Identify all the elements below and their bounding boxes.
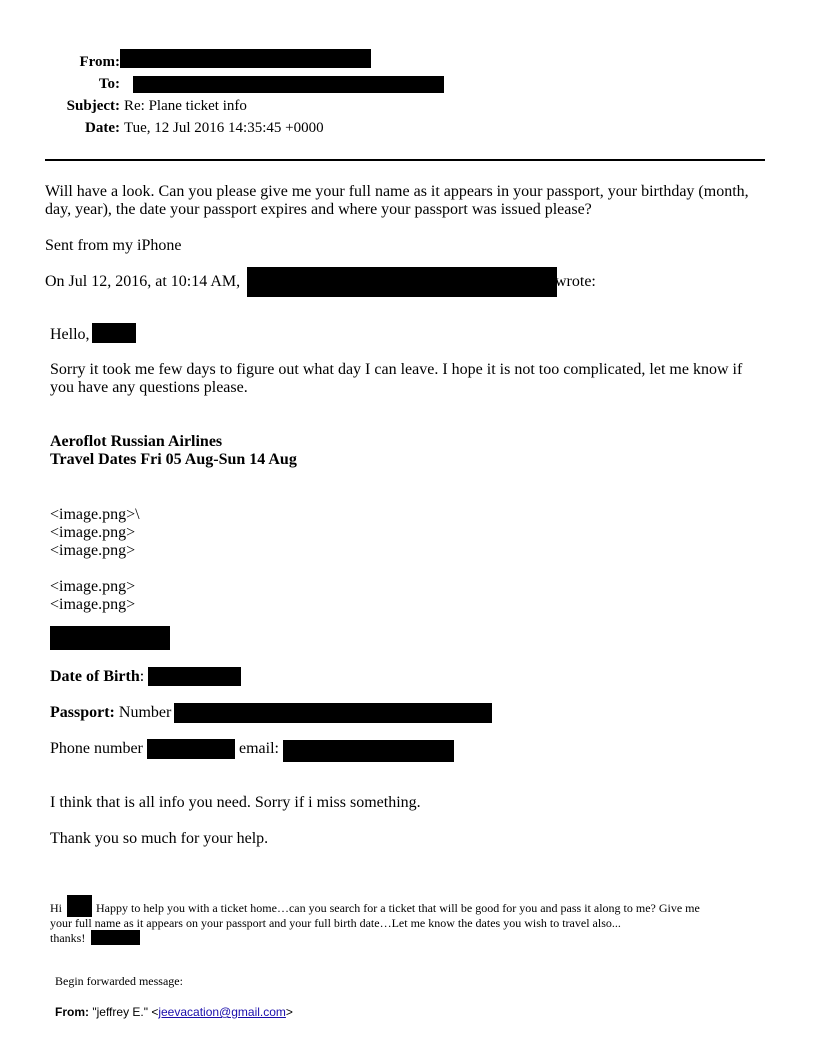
phone-label: Phone number	[50, 740, 143, 757]
redacted-email	[283, 740, 454, 762]
email-label: email:	[239, 740, 279, 757]
dob-label: Date of Birth	[50, 668, 140, 685]
quote-attribution-suffix: wrote:	[555, 273, 596, 290]
subject-value: Re: Plane ticket info	[124, 98, 247, 114]
quote-attribution-prefix: On Jul 12, 2016, at 10:14 AM,	[45, 273, 241, 290]
header-divider	[45, 159, 765, 161]
passport-line	[50, 704, 171, 722]
earlier-line-2: your full name as it appears on your passport and your full birth date…Let me know the dates you wish to travel also...	[50, 916, 621, 930]
closing-line-2: Thank you so much for your help.	[50, 830, 269, 847]
closing-line-1: I think that is all info you need. Sorry if i miss something.	[50, 794, 421, 811]
forward-from-label: From:	[55, 1005, 89, 1019]
earlier-thanks: thanks!	[50, 931, 86, 945]
from-label: From:	[79, 54, 120, 70]
date-value: Tue, 12 Jul 2016 14:35:45 +0000	[124, 120, 324, 136]
image-placeholder: <image.png>	[50, 524, 136, 541]
redacted-sender	[247, 267, 557, 297]
redacted-full-name	[50, 626, 170, 650]
reply-line-2: day, year), the date your passport expires and where your passport was issued please?	[45, 201, 592, 218]
forward-from-email-link[interactable]: jeevacation@gmail.com	[158, 1005, 286, 1019]
redacted-earlier-name	[67, 895, 92, 917]
earlier-line-1: Happy to help you with a ticket home…can you search for a ticket that will be good for you and pass it along to me? Give me	[96, 901, 700, 915]
greeting: Hello,	[50, 326, 90, 343]
image-placeholder: <image.png>	[50, 542, 136, 559]
quoted-para-line-2: you have any questions please.	[50, 379, 248, 396]
redacted-dob	[148, 667, 241, 686]
forward-from-line	[55, 1005, 293, 1019]
quoted-para-line-1: Sorry it took me few days to figure out what day I can leave. I hope it is not too complicated, let me know if	[50, 361, 743, 378]
redacted-name	[92, 323, 136, 343]
passport-label: Passport:	[50, 704, 115, 721]
airline-name: Aeroflot Russian Airlines	[50, 433, 223, 450]
image-placeholder: <image.png>\	[50, 506, 140, 523]
redacted-earlier-signoff	[91, 930, 140, 945]
travel-dates: Travel Dates Fri 05 Aug-Sun 14 Aug	[50, 451, 297, 468]
redacted-to	[133, 76, 444, 93]
image-placeholder: <image.png>	[50, 578, 136, 595]
image-placeholder: <image.png>	[50, 596, 136, 613]
dob-line	[50, 668, 144, 686]
date-label: Date:	[85, 120, 120, 136]
to-label: To:	[98, 76, 120, 92]
redacted-passport	[174, 703, 492, 723]
subject-label: Subject:	[66, 98, 120, 114]
forward-label: Begin forwarded message:	[55, 974, 183, 988]
reply-signature: Sent from my iPhone	[45, 237, 182, 254]
forward-from-close: >	[285, 1005, 293, 1019]
redacted-phone	[147, 739, 235, 759]
redacted-from	[120, 49, 371, 68]
forward-from-name: "jeffrey E." <	[92, 1005, 159, 1019]
dob-colon: :	[139, 668, 145, 685]
reply-line-1: Will have a look. Can you please give me your full name as it appears in your passport, your birthday (month,	[45, 183, 749, 200]
passport-number-label: Number	[118, 704, 172, 721]
earlier-hi: Hi	[50, 901, 62, 915]
